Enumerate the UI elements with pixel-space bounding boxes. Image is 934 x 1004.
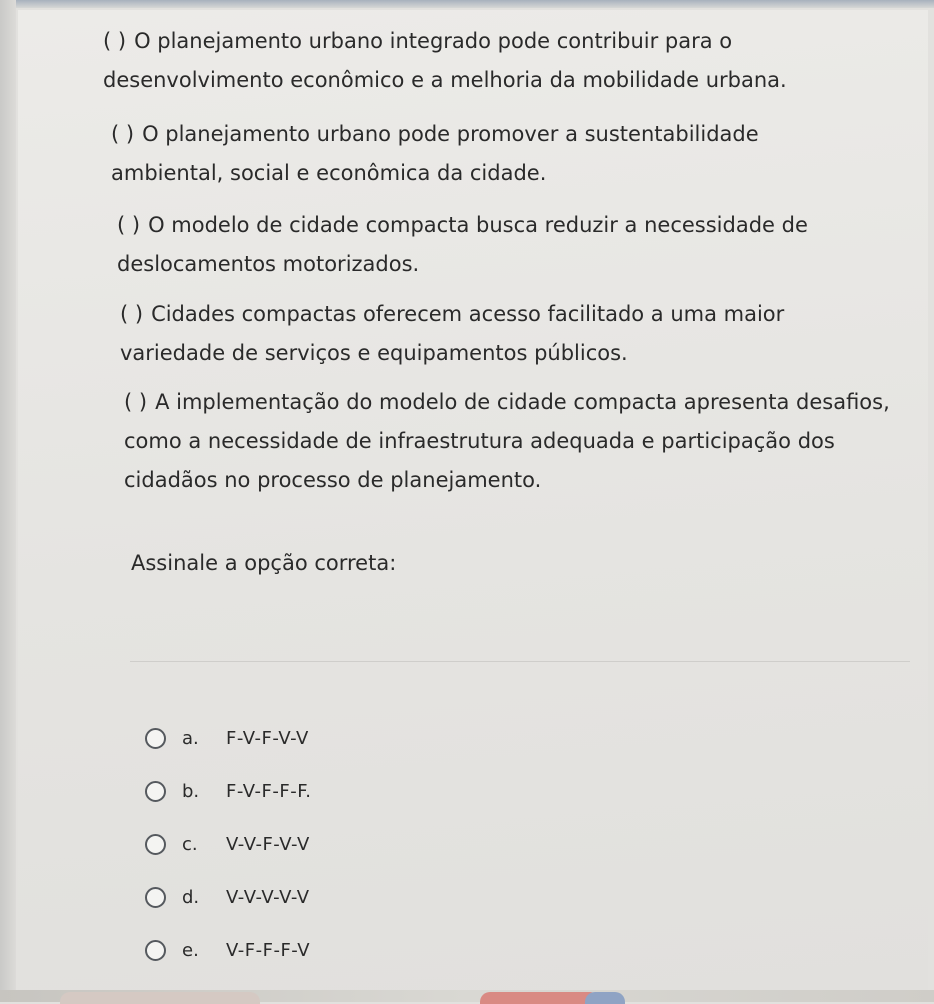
statement-text: A implementação do modelo de cidade compacta apresenta desafios, [155,390,890,414]
statement-line [124,383,890,422]
question-card [18,10,928,990]
option-text: F-V-F-V-V [226,728,309,749]
statement-line: desenvolvimento econômico e a melhoria da mobilidade urbana. [103,68,787,92]
answer-blank: ( ) [120,302,144,326]
option-a[interactable] [145,712,311,765]
screen-left-edge [0,0,16,1002]
option-e[interactable] [145,924,311,977]
statement-line: cidadãos no processo de planejamento. [124,468,542,492]
option-text: F-V-F-F-F. [226,781,312,802]
option-c[interactable] [145,818,311,871]
option-d[interactable] [145,871,311,924]
statement-line: deslocamentos motorizados. [117,252,420,276]
statement-1 [103,22,787,100]
taskbar-shape [480,992,600,1004]
answer-options [145,712,311,977]
statement-line [111,115,759,154]
statement-3 [117,206,808,284]
radio-button[interactable] [145,781,166,802]
statement-2 [111,115,759,193]
taskbar-shape [585,992,625,1004]
statement-line: como a necessidade de infraestrutura adequada e participação dos [124,429,835,453]
statement-line [117,206,808,245]
answer-blank: ( ) [124,390,148,414]
option-text: V-V-F-V-V [226,834,310,855]
option-letter: d. [182,887,200,908]
statement-text: O planejamento urbano integrado pode contribuir para o [134,29,733,53]
answer-blank: ( ) [117,213,141,237]
statement-text: Cidades compactas oferecem acesso facilitado a uma maior [151,302,785,326]
option-text: V-F-F-F-V [226,940,311,961]
statement-line: ambiental, social e econômica da cidade. [111,161,547,185]
statement-line: variedade de serviços e equipamentos públicos. [120,341,628,365]
option-letter: b. [182,781,200,802]
option-letter: a. [182,728,199,749]
statement-5 [124,383,890,500]
divider [130,661,910,662]
answer-blank: ( ) [111,122,135,146]
taskbar-shape [60,992,260,1004]
statement-line [120,295,784,334]
option-letter: c. [182,834,198,855]
radio-button[interactable] [145,728,166,749]
answer-blank: ( ) [103,29,127,53]
radio-button[interactable] [145,887,166,908]
option-b[interactable] [145,765,311,818]
option-letter: e. [182,940,199,961]
option-text: V-V-V-V-V [226,887,310,908]
radio-button[interactable] [145,940,166,961]
question-prompt: Assinale a opção correta: [131,551,397,575]
statement-text: O modelo de cidade compacta busca reduzir a necessidade de [148,213,808,237]
statement-4 [120,295,784,373]
radio-button[interactable] [145,834,166,855]
statement-text: O planejamento urbano pode promover a sustentabilidade [142,122,759,146]
statement-line [103,22,787,61]
screen-top-edge [0,0,934,8]
